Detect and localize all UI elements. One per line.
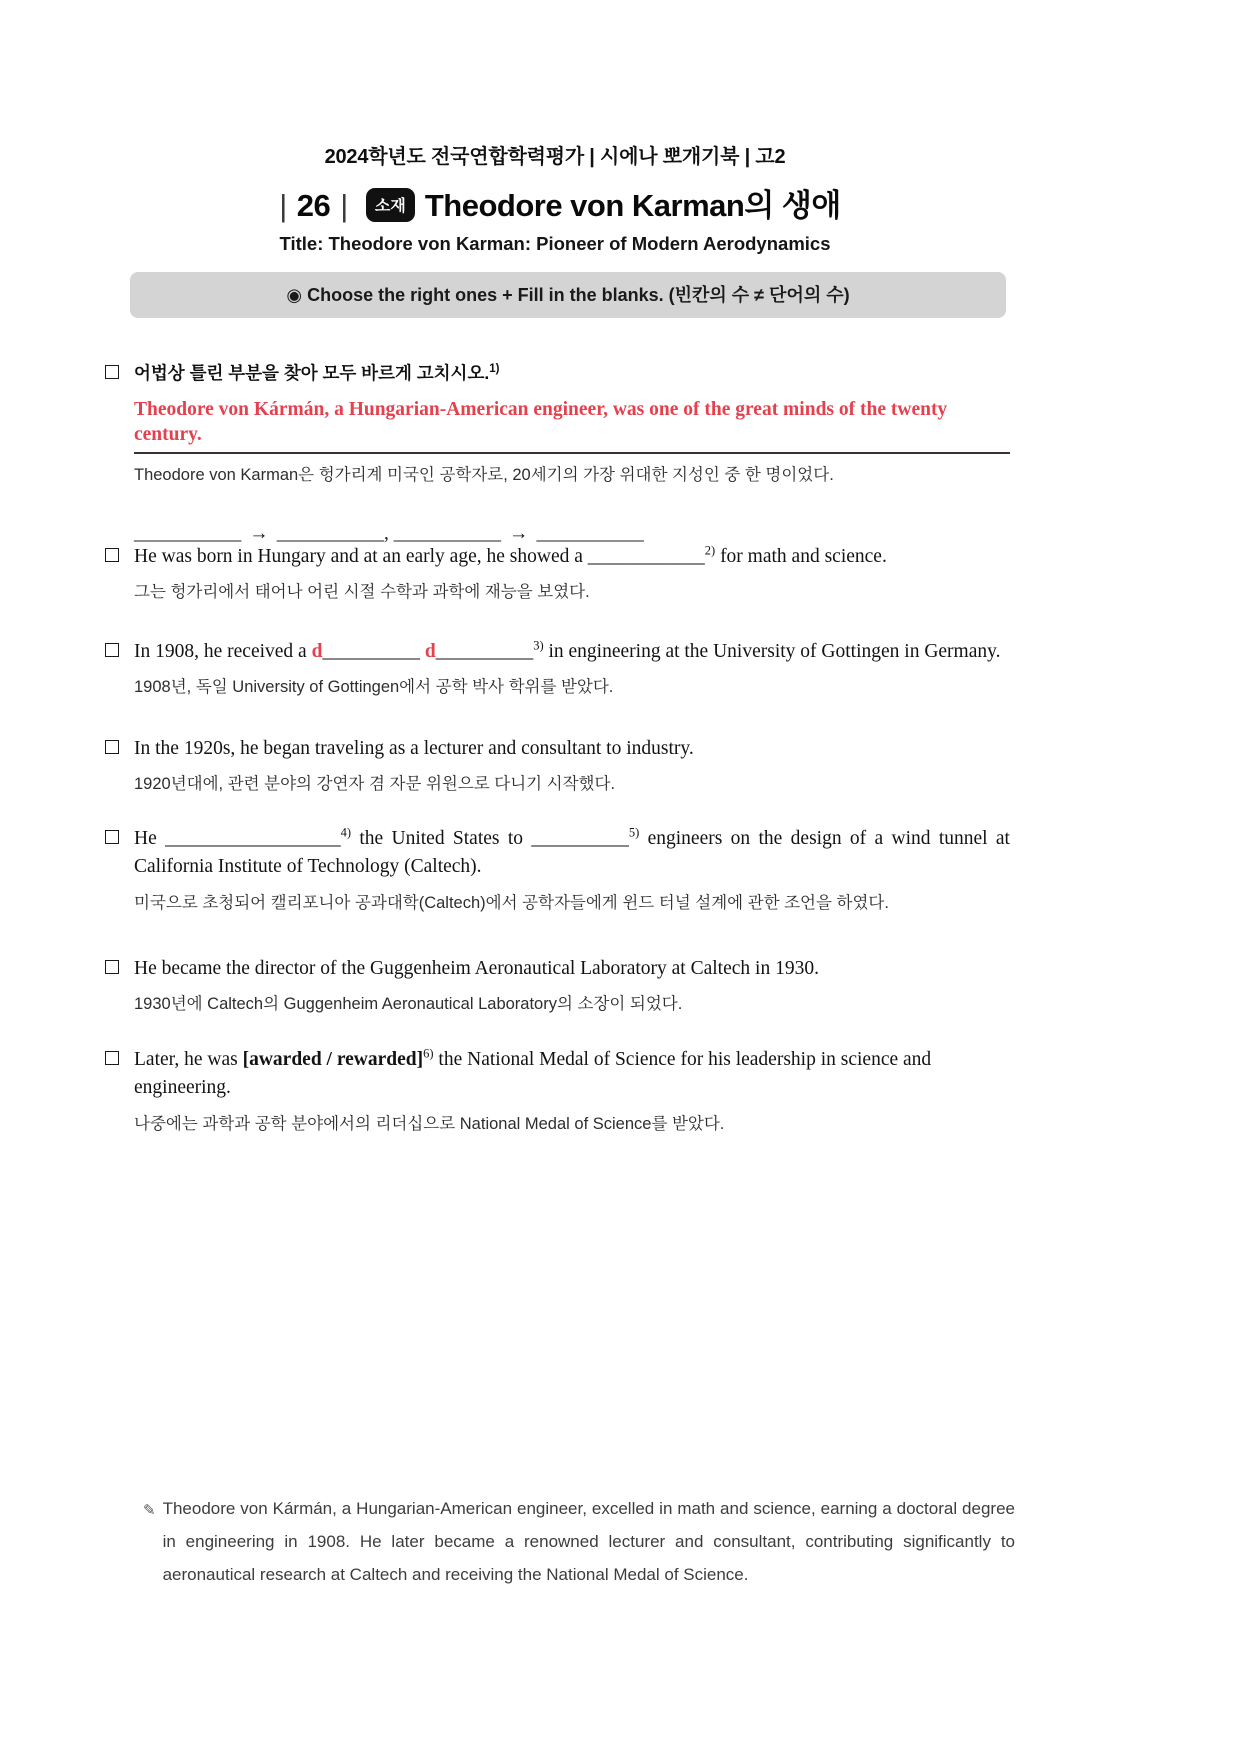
hint-letter: d (311, 641, 323, 662)
blank-field: __________ (531, 828, 629, 849)
arrow-icon: → (509, 522, 529, 544)
question-item-1 (105, 360, 1010, 545)
pencil-icon: ✎ (143, 1502, 156, 1519)
korean-translation: 1920년대에, 관련 분야의 강연자 겸 자문 위원으로 다니기 시작했다. (134, 775, 616, 794)
english-sentence: In 1908, he received a d__________ d__________$^{3)}$ in engineering at the University of Gottingen in Germany. (134, 638, 1001, 662)
blank-field: __________________ (165, 828, 341, 849)
title-divider-right: | (340, 188, 348, 223)
title-text: Theodore von Karman의 생애 (424, 188, 841, 223)
hint-letter: d (424, 641, 436, 662)
instruction-banner: ◉ Choose the right ones + Fill in the blanks. (빈칸의 수 ≠ 단어의 수) (130, 272, 1006, 318)
korean-translation: 1930년에 Caltech의 Guggenheim Aeronautical Laboratory의 소장이 되었다. (134, 995, 683, 1014)
summary-text: Theodore von Kármán, a Hungarian-American engineer, excelled in math and science, earning a doctoral degree in engineering in 1908. He later became a renowned lecturer and consultant, contributing significantly to aeronautical research at Caltech and receiving the National Medal of Science. (162, 1499, 1015, 1585)
english-sentence: He __________________$^{4)}$ the United States to __________$^{5)}$ engineers on the design of a wind tunnel at California Institute of Technology (Caltech). (134, 825, 1010, 878)
answer-blank: ___________, (276, 522, 389, 544)
superscript-ref: 1) (489, 363, 500, 376)
exam-header: 2024학년도 전국연합학력평가 | 시에나 뽀개기북 | 고2 (324, 146, 786, 168)
checkbox-icon[interactable] (105, 1051, 119, 1065)
korean-translation: Theodore von Karman은 헝가리계 미국인 공학자로, 20세기의 가장 위대한 지성인 중 한 명이었다. (134, 465, 834, 484)
worksheet-subtitle: Title: Theodore von Karman: Pioneer of Modern Aerodynamics (279, 233, 831, 254)
korean-translation: 미국으로 초청되어 캘리포니아 공과대학(Caltech)에서 공학자들에게 윈드 터널 설계에 관한 조언을 하였다. (134, 893, 889, 912)
blank-field: __________ (322, 641, 425, 662)
question-prompt: 어법상 틀린 부분을 찾아 모두 바르게 고치시오.$^{1)}$ (134, 363, 500, 383)
checkbox-icon[interactable] (105, 960, 119, 974)
superscript-ref: 6) (423, 1046, 434, 1061)
checkbox-icon[interactable] (105, 740, 119, 754)
topic-badge: 소재 (366, 188, 415, 222)
english-sentence: Later, he was [awarded / rewarded]$^{6)}$ the National Medal of Science for his leadership in science and engineering. (134, 1046, 932, 1099)
checkbox-icon[interactable] (105, 830, 119, 844)
unit-number: 26 (296, 188, 331, 223)
question-item-2 (105, 543, 1010, 604)
answer-blank: ___________ (393, 522, 501, 544)
english-sentence: He became the director of the Guggenheim Aeronautical Laboratory at Caltech in 1930. (134, 958, 819, 979)
superscript-ref: 5) (628, 825, 640, 840)
english-sentence: He was born in Hungary and at an early age, he showed a ____________$^{2)}$ for math and science. (134, 543, 887, 567)
target-sentence: Theodore von Kármán, a Hungarian-American engineer, was one of the great minds of the twenty century. (134, 397, 1010, 454)
question-item-3 (105, 638, 1010, 699)
superscript-ref: 2) (704, 543, 716, 558)
english-sentence: In the 1920s, he began traveling as a lecturer and consultant to industry. (134, 738, 694, 759)
page-title (100, 180, 1010, 225)
korean-translation: 그는 헝가리에서 태어나 어린 시절 수학과 과학에 재능을 보였다. (134, 583, 590, 602)
choice-bracket: [awarded / rewarded] (242, 1049, 424, 1070)
superscript-ref: 4) (340, 825, 351, 840)
title-divider-left: | (279, 188, 287, 223)
checkbox-icon[interactable] (105, 643, 119, 657)
question-item-4 (105, 735, 1010, 796)
checkbox-icon[interactable] (105, 365, 119, 379)
answer-blank: ___________ (134, 522, 242, 544)
summary-note (143, 1492, 1015, 1591)
korean-translation: 나중에는 과학과 공학 분야에서의 리더십으로 National Medal of Science를 받았다. (134, 1114, 725, 1133)
question-item-5 (105, 825, 1010, 915)
question-item-6 (105, 955, 1010, 1016)
checkbox-icon[interactable] (105, 548, 119, 562)
question-item-7 (105, 1046, 1010, 1136)
blank-field: __________ (435, 641, 534, 662)
arrow-icon: → (249, 522, 269, 544)
answer-blank: ___________ (536, 522, 644, 544)
korean-translation: 1908년, 독일 University of Gottingen에서 공학 박사 학위를 받았다. (134, 678, 614, 697)
answer-line (134, 523, 1010, 545)
blank-field: ____________ (587, 546, 705, 567)
superscript-ref: 3) (533, 638, 544, 653)
